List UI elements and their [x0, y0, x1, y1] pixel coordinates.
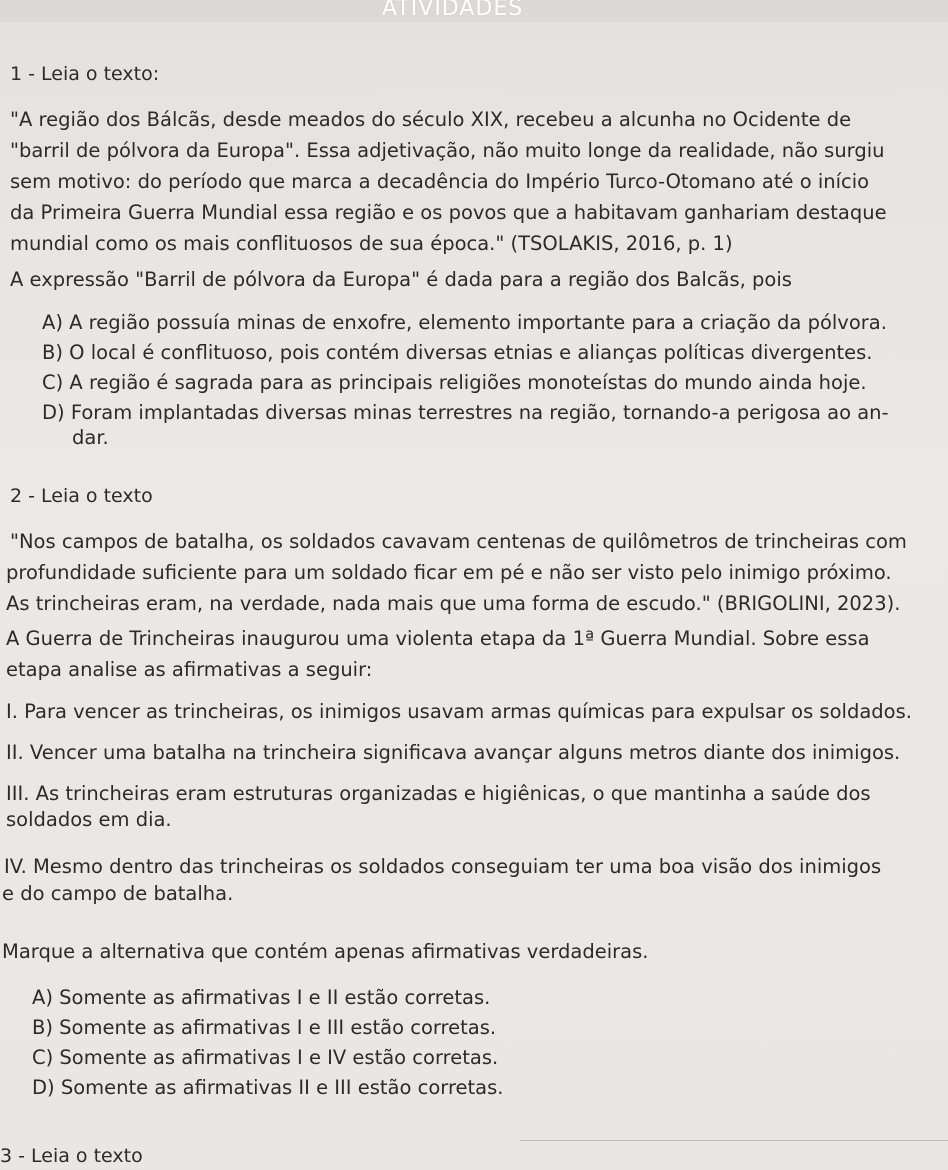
q1-text-line: mundial como os mais conflituosos de sua época." (TSOLAKIS, 2016, p. 1): [10, 232, 733, 255]
q1-title: 1 - Leia o texto:: [10, 63, 160, 85]
q1-text-line: sem motivo: do período que marca a decadência do Império Turco-Otomano até o início: [10, 170, 870, 193]
q2-title: 2 - Leia o texto: [10, 485, 153, 507]
q2-statement-ii: II. Vencer uma batalha na trincheira significava avançar alguns metros diante dos inimigos.: [6, 741, 901, 764]
q1-option-c: C) A região é sagrada para as principais religiões monoteístas do mundo ainda hoje.: [42, 371, 867, 394]
q3-title: 3 - Leia o texto: [0, 1145, 143, 1167]
q2-statement-iii-continued: soldados em dia.: [6, 808, 172, 831]
q2-option-c: C) Somente as afirmativas I e IV estão corretas.: [32, 1046, 499, 1069]
q2-intro-line: etapa analise as afirmativas a seguir:: [6, 658, 373, 681]
q2-statement-i: I. Para vencer as trincheiras, os inimigos usavam armas químicas para expulsar os soldados.: [6, 700, 912, 723]
q1-option-d: D) Foram implantadas diversas minas terrestres na região, tornando-a perigosa ao an-: [42, 401, 889, 424]
q2-statement-iv-continued: e do campo de batalha.: [2, 882, 234, 905]
q2-statement-iv: IV. Mesmo dentro das trincheiras os soldados conseguiam ter uma boa visão dos inimigos: [4, 855, 882, 878]
q1-option-a: A) A região possuía minas de enxofre, elemento importante para a criação da pólvora.: [42, 311, 887, 334]
q1-prompt: A expressão "Barril de pólvora da Europa" é dada para a região dos Balcãs, pois: [10, 268, 792, 291]
q2-prompt: Marque a alternativa que contém apenas afirmativas verdadeiras.: [2, 940, 649, 963]
q2-text-line: As trincheiras eram, na verdade, nada mais que uma forma de escudo." (BRIGOLINI, 2023).: [6, 592, 901, 615]
q2-text-line: profundidade suficiente para um soldado ficar em pé e não ser visto pelo inimigo próximo.: [6, 561, 892, 584]
divider: [520, 1140, 948, 1141]
q1-option-b: B) O local é conflituoso, pois contém diversas etnias e alianças políticas divergentes.: [42, 341, 873, 364]
q2-statement-iii: III. As trincheiras eram estruturas organizadas e higiênicas, o que mantinha a saúde dos: [6, 782, 871, 805]
q1-option-d-continued: dar.: [72, 426, 109, 449]
q1-text-line: "A região dos Bálcãs, desde meados do século XIX, recebeu a alcunha no Ocidente de: [10, 108, 852, 131]
q2-text-line: "Nos campos de batalha, os soldados cavavam centenas de quilômetros de trincheiras com: [10, 530, 907, 553]
q2-option-a: A) Somente as afirmativas I e II estão corretas.: [32, 986, 491, 1009]
q2-intro-line: A Guerra de Trincheiras inaugurou uma violenta etapa da 1ª Guerra Mundial. Sobre essa: [6, 627, 870, 650]
q1-text-line: da Primeira Guerra Mundial essa região e os povos que a habitavam ganhariam destaque: [10, 201, 887, 224]
q1-text-line: "barril de pólvora da Europa". Essa adjetivação, não muito longe da realidade, não surgiu: [10, 139, 885, 162]
header-title: ATIVIDADES: [382, 0, 524, 21]
q2-option-b: B) Somente as afirmativas I e III estão corretas.: [32, 1016, 497, 1039]
q2-option-d: D) Somente as afirmativas II e III estão corretas.: [32, 1076, 504, 1099]
